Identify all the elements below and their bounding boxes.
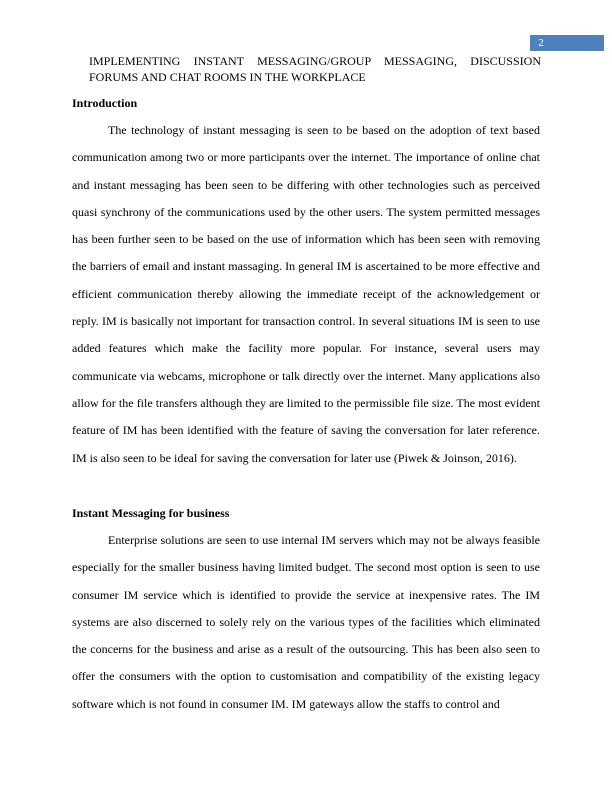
page-number: 2 xyxy=(538,37,544,49)
running-head xyxy=(89,53,541,85)
paragraph-instant-messaging-for-business: Enterprise solutions are seen to use internal IM servers which may not be always feasible especially for the smaller business having limited budget. The second most option is seen to use consumer IM service which is identified to provide the service at inexpensive rates. The IM systems are also discerned to solely rely on the various types of the facilities which eliminated the concerns for the business and arise as a result of the outsourcing. This has been also seen to offer the consumers with the option to customisation and compatibility of the existing legacy software which is not found in consumer IM. IM gateways allow the staffs to control and xyxy=(72,533,540,711)
paragraph-introduction: The technology of instant messaging is seen to be based on the adoption of text based communication among two or more participants over the internet. The importance of online chat and instant messaging has been seen to be differing with other technologies such as perceived quasi synchrony of the communications used by the other users. The system permitted messages has been further seen to be based on the use of information which has been seen with removing the barriers of email and instant massaging. In general IM is ascertained to be more effective and efficient communication thereby allowing the immediate receipt of the acknowledgement or reply. IM is basically not important for transaction control. In several situations IM is seen to use added features which make the facility more popular. For instance, several users may communicate via webcams, microphone or talk directly over the internet. Many applications also allow for the file transfers although they are limited to the permissible file size. The most evident feature of IM has been identified with the feature of saving the conversation for later reference. IM is also seen to be ideal for saving the conversation for later use (Piwek & Joinson, 2016). xyxy=(72,123,540,465)
page-number-bar xyxy=(530,35,604,51)
running-head-line-1: IMPLEMENTING INSTANT MESSAGING/GROUP MESSAGING, DISCUSSION xyxy=(89,54,541,68)
running-head-line-2: FORUMS AND CHAT ROOMS IN THE WORKPLACE xyxy=(89,70,366,84)
section-heading-instant-messaging-for-business: Instant Messaging for business xyxy=(72,506,230,520)
section-heading-introduction: Introduction xyxy=(72,96,138,110)
